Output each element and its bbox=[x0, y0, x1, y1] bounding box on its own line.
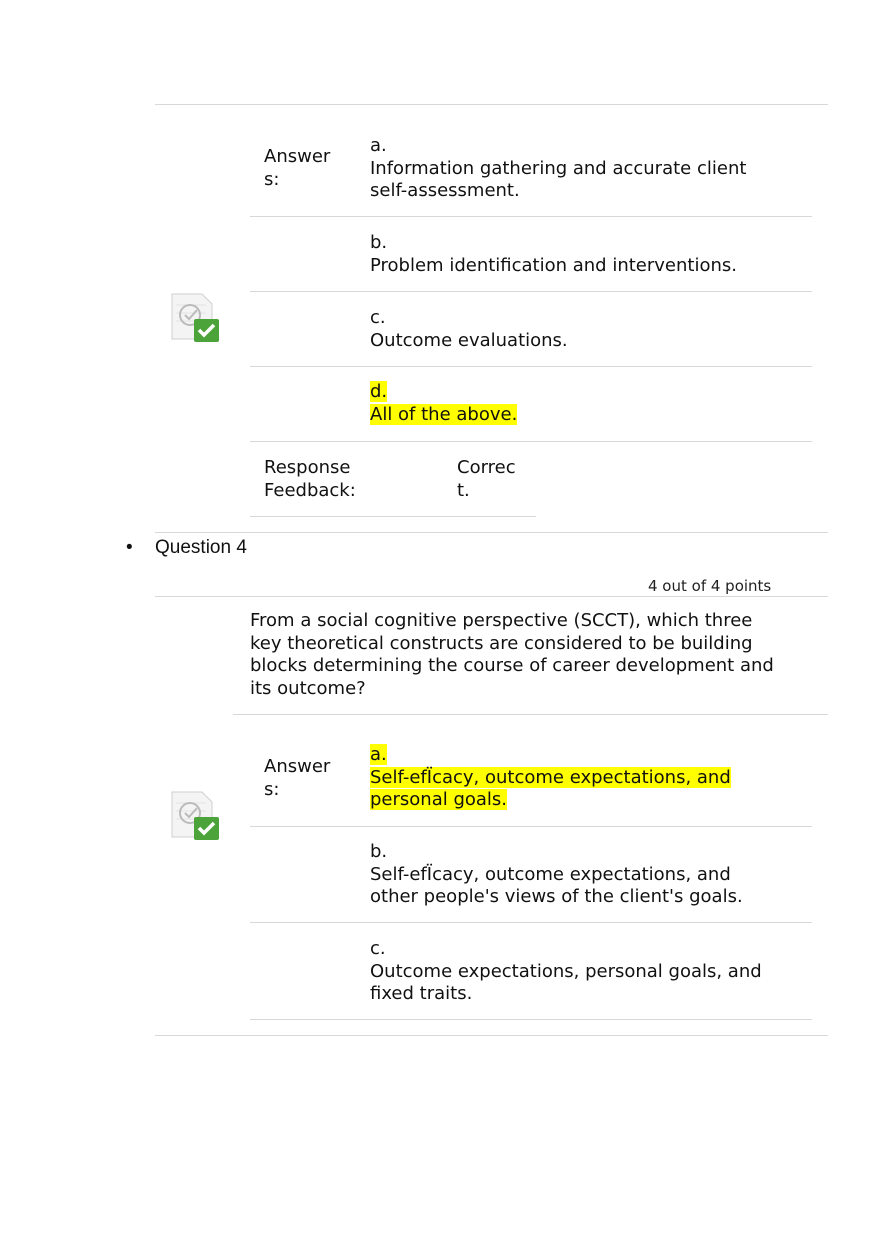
divider bbox=[155, 104, 828, 105]
divider bbox=[250, 516, 536, 517]
answers-label: Answer s: bbox=[264, 756, 331, 800]
answers-label: Answer s: bbox=[264, 146, 331, 190]
question-prompt: From a social cognitive perspective (SCCT), which three key theoretical constructs are considered to be building blocks determining the course of career development and its outcome? bbox=[250, 610, 774, 699]
answer-option-d-selected: d. All of the above. bbox=[370, 381, 518, 425]
answer-option-b: b. Self-efÏcacy, outcome expectations, and other people's views of the client's goals. bbox=[370, 841, 743, 907]
divider bbox=[250, 1019, 812, 1020]
answer-option-a-selected: a. Self-efÏcacy, outcome expectations, and personal goals. bbox=[370, 744, 731, 810]
answer-option-a: a. Information gathering and accurate client self-assessment. bbox=[370, 135, 747, 201]
divider bbox=[250, 826, 812, 827]
question-points: 4 out of 4 points bbox=[648, 577, 772, 595]
response-feedback-label: Response Feedback: bbox=[264, 457, 356, 501]
question-title: Question 4 bbox=[155, 537, 247, 558]
divider bbox=[250, 366, 812, 367]
divider bbox=[250, 922, 812, 923]
divider bbox=[250, 216, 812, 217]
divider bbox=[155, 1035, 828, 1036]
divider bbox=[250, 291, 812, 292]
correct-check-icon bbox=[168, 291, 222, 345]
response-feedback-value: Correc t. bbox=[457, 457, 516, 501]
divider bbox=[233, 714, 828, 715]
divider bbox=[250, 441, 812, 442]
correct-check-icon bbox=[168, 789, 222, 843]
answer-option-c: c. Outcome expectations, personal goals, and fixed traits. bbox=[370, 938, 762, 1004]
answer-option-c: c. Outcome evaluations. bbox=[370, 307, 568, 351]
divider bbox=[155, 532, 828, 533]
bullet: • bbox=[126, 537, 133, 558]
divider bbox=[155, 596, 828, 597]
answer-option-b: b. Problem identification and interventions. bbox=[370, 232, 737, 276]
